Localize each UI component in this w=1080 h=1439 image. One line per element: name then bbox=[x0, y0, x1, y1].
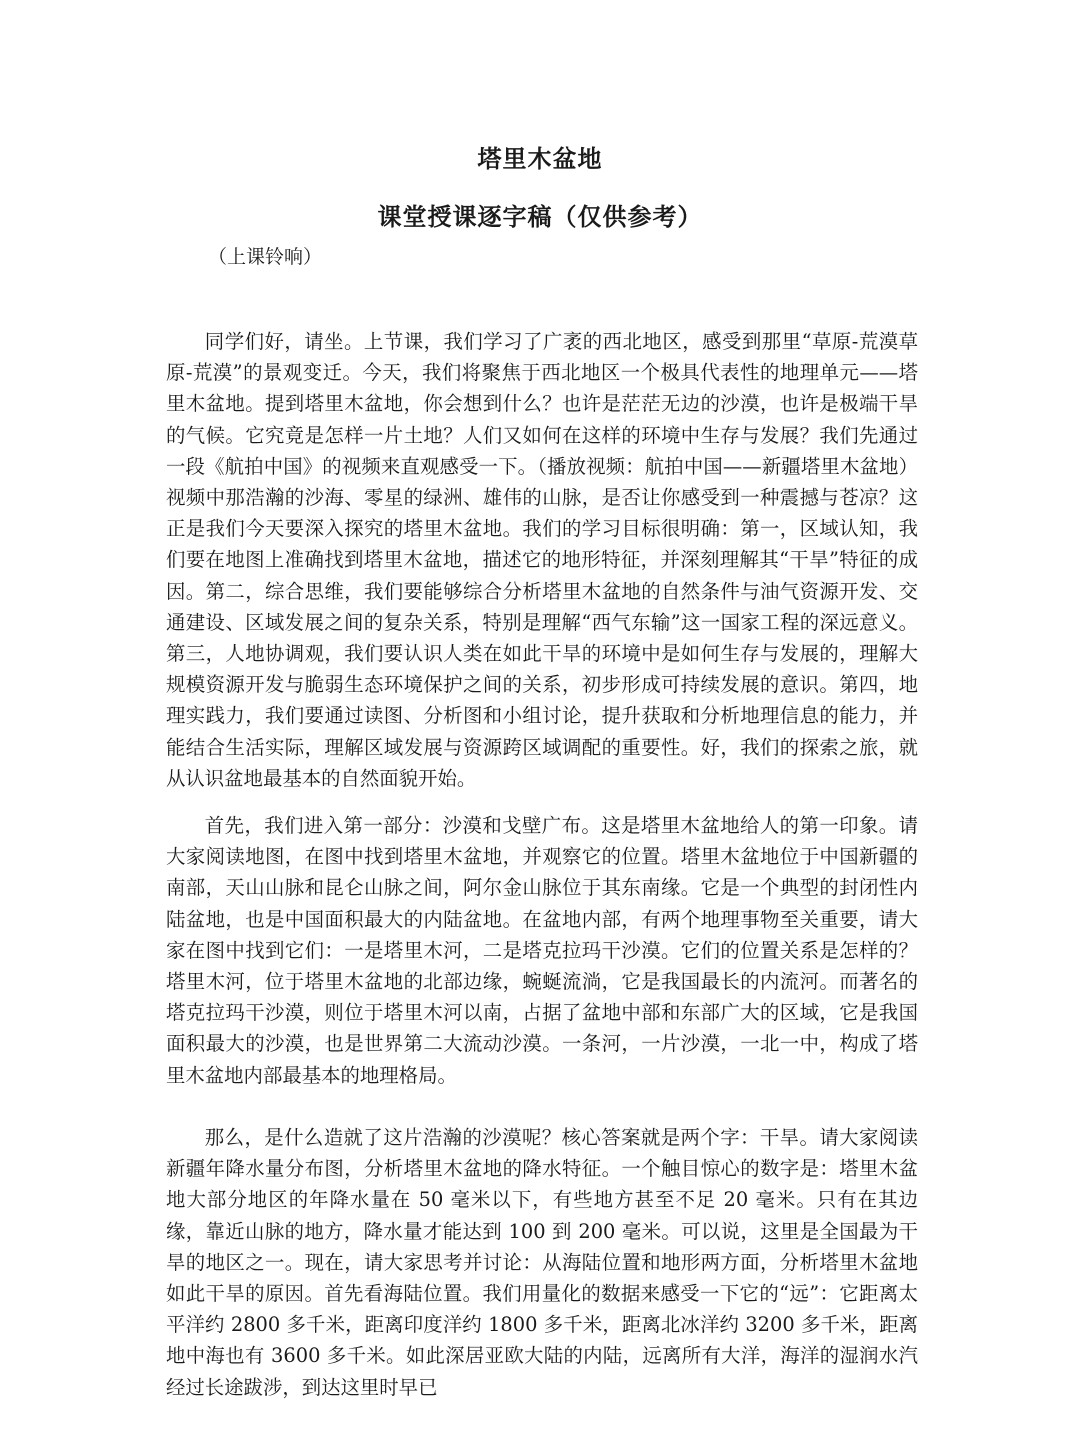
document-subtitle: 课堂授课逐字稿（仅供参考） bbox=[377, 202, 703, 231]
document-title: 塔里木盆地 bbox=[477, 144, 603, 173]
paragraph: 首先，我们进入第一部分：沙漠和戈壁广布。这是塔里木盆地给人的第一印象。请大家阅读地图，在图中找到塔里木盆地，并观察它的位置。塔里木盆地位于中国新疆的南部，天山山脉和昆仑山脉之间，阿尔金山脉位于其东南缘。它是一个典型的封闭性内陆盆地，也是中国面积最大的内陆盆地。在盆地内部，有两个地理事物至关重要，请大家在图中找到它们：一是塔里木河，二是塔克拉玛干沙漠。它们的位置关系是怎样的？塔里木河，位于塔里木盆地的北部边缘，蜿蜒流淌，它是我国最长的内流河。而著名的塔克拉玛干沙漠，则位于塔里木河以南，占据了盆地中部和东部广大的区域，它是我国面积最大的沙漠，也是世界第二大流动沙漠。一条河，一片沙漠，一北一中，构成了塔里木盆地内部最基本的地理格局。 bbox=[166, 814, 918, 1087]
paragraph: 同学们好，请坐。上节课，我们学习了广袤的西北地区，感受到那里“草原-荒漠草原-荒漠”的景观变迁。今天，我们将聚焦于西北地区一个极具代表性的地理单元——塔里木盆地。提到塔里木盆地，你会想到什么？也许是茫茫无边的沙漠，也许是极端干旱的气候。它究竟是怎样一片土地？人们又如何在这样的环境中生存与发展？我们先通过一段《航拍中国》的视频来直观感受一下。（播放视频：航拍中国——新疆塔里木盆地）视频中那浩瀚的沙海、零星的绿洲、雄伟的山脉，是否让你感受到一种震撼与苍凉？这正是我们今天要深入探究的塔里木盆地。我们的学习目标很明确：第一，区域认知，我们要在地图上准确找到塔里木盆地，描述它的地形特征，并深刻理解其“干旱”特征的成因。第二，综合思维，我们要能够综合分析塔里木盆地的自然条件与油气资源开发、交通建设、区域发展之间的复杂关系，特别是理解“西气东输”这一国家工程的深远意义。第三，人地协调观，我们要认识人类在如此干旱的环境中是如何生存与发展的，理解大规模资源开发与脆弱生态环境保护之间的关系，初步形成可持续发展的意识。第四，地理实践力，我们要通过读图、分析图和小组讨论，提升获取和分析地理信息的能力，并能结合生活实际，理解区域发展与资源跨区域调配的重要性。好，我们的探索之旅，就从认识盆地最基本的自然面貌开始。 bbox=[166, 330, 918, 790]
paragraph: 那么，是什么造就了这片浩瀚的沙漠呢？核心答案就是两个字：干旱。请大家阅读新疆年降水量分布图，分析塔里木盆地的降水特征。一个触目惊心的数字是：塔里木盆地大部分地区的年降水量在 50 毫米以下，有些地方甚至不足 20 毫米。只有在其边缘，靠近山脉的地方，降水量才能达到 100 到 200 毫米。可以说，这里是全国最为干旱的地区之一。现在，请大家思考并讨论：从海陆位置和地形两方面，分析塔里木盆地如此干旱的原因。首先看海陆位置。我们用量化的数据来感受一下它的“远”：它距离太平洋约 2800 多千米，距离印度洋约 1800 多千米，距离北冰洋约 3200 多千米，距离地中海也有 3600 多千米。如此深居亚欧大陆的内陆，远离所有大洋，海洋的湿润水汽经过长途跋涉，到达这里时早已 bbox=[166, 1126, 918, 1399]
stage-direction: （上课铃响） bbox=[208, 246, 323, 268]
